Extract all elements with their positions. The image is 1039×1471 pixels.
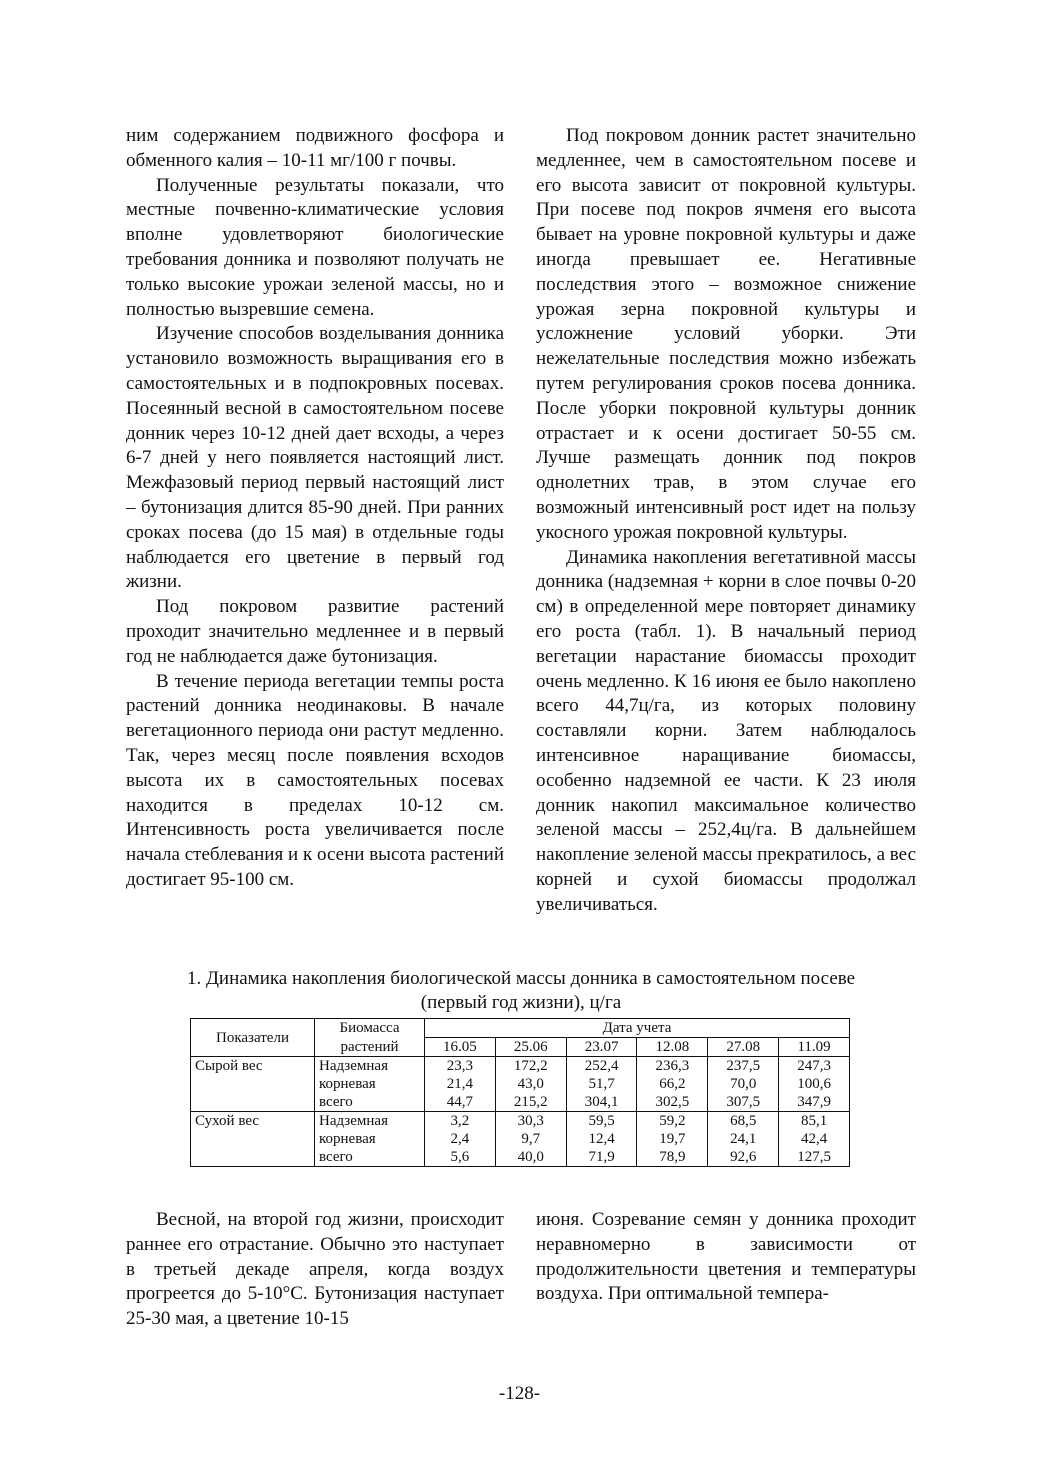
table-cell: 307,5	[708, 1093, 779, 1112]
table-cell: 247,3	[779, 1057, 850, 1076]
paragraph: В течение периода вегетации темпы роста растений донника неодинаковы. В начале вегетационного периода они растут медленно. Так, через месяц после появления всходов высота их в самостоятельных посевах находится в пределах 10-12 см. Интенсивность роста увеличивается после начала стеблевания и к осени высота растений достигает 95-100 см.	[126, 670, 504, 890]
table-cell: 237,5	[708, 1057, 779, 1076]
date-header: 11.09	[779, 1038, 850, 1057]
table-cell: 42,4	[779, 1130, 850, 1148]
paragraph: ним содержанием подвижного фосфора и обменного калия – 10-11 мг/100 г почвы.	[126, 125, 504, 171]
table-cell: 68,5	[708, 1112, 779, 1131]
paragraph: Динамика накопления вегетативной массы донника (надземная + корни в слое почвы 0-20 см) в определенной мере повторяет динамику его роста (табл. 1). В начальный период вегетации нарастание биомассы проходит очень медленно. К 16 июня ее было накоплено всего 44,7ц/га, из которых половину составляли корни. Затем наблюдалось интенсивное наращивание биомассы, особенно надземной ее части. К 23 июля донник накопил максимальное количество зеленой массы – 252,4ц/га. В дальнейшем накопление зеленой массы прекратилось, а вес корней и сухой биомассы продолжал увеличиваться.	[536, 546, 916, 915]
right-column-bottom	[536, 1208, 916, 1307]
table-cell: 304,1	[566, 1093, 637, 1112]
biomass-label: Надземная	[315, 1112, 425, 1131]
table-cell: 23,3	[425, 1057, 496, 1076]
paragraph: Изучение способов возделывания донника установило возможность выращивания его в самостоятельных и в подпокровных посевах. Посеянный весной в самостоятельном посеве донник через 10-12 дней дает всходы, а через 6-7 дней у него появляется настоящий лист. Межфазовый период первый настоящий лист – бутонизация длится 85-90 дней. При ранних сроках посева (до 15 мая) в отдельные годы наблюдается его цветение в первый год жизни.	[126, 323, 504, 593]
biomass-label: корневая	[315, 1075, 425, 1093]
table-cell: 71,9	[566, 1148, 637, 1167]
biomass-label: корневая	[315, 1130, 425, 1148]
date-header: 16.05	[425, 1038, 496, 1057]
biomass-table	[190, 1018, 850, 1167]
table-cell: 59,2	[637, 1112, 708, 1131]
right-column-top	[536, 124, 916, 918]
table-cell: 21,4	[425, 1075, 496, 1093]
table-cell: 59,5	[566, 1112, 637, 1131]
header-indicators: Показатели	[191, 1019, 315, 1057]
table-cell: 347,9	[779, 1093, 850, 1112]
group-label: Сырой вес	[191, 1057, 315, 1112]
date-header: 12.08	[637, 1038, 708, 1057]
header-date: Дата учета	[425, 1019, 850, 1038]
table-row	[191, 1112, 850, 1131]
biomass-label: Надземная	[315, 1057, 425, 1076]
table-cell: 12,4	[566, 1130, 637, 1148]
table-cell: 127,5	[779, 1148, 850, 1167]
paragraph: июня. Созревание семян у донника проходит неравномерно в зависимости от продолжительности цветения и температуры воздуха. При оптимальной темпера-	[536, 1209, 916, 1305]
paragraph: Весной, на второй год жизни, происходит раннее его отрастание. Обычно это наступает в третьей декаде апреля, когда воздух прогреется до 5-10°С. Бутонизация наступает 25-30 мая, а цветение 10-15	[126, 1209, 504, 1330]
table-caption-line: 1. Динамика накопления биологической массы донника в самостоятельном посеве	[186, 968, 856, 989]
table-caption	[126, 967, 916, 1015]
date-header: 27.08	[708, 1038, 779, 1057]
table-cell: 40,0	[495, 1148, 566, 1167]
table-cell: 252,4	[566, 1057, 637, 1076]
left-column-top	[126, 124, 504, 893]
table-cell: 172,2	[495, 1057, 566, 1076]
date-header: 25.06	[495, 1038, 566, 1057]
table-cell: 78,9	[637, 1148, 708, 1167]
table-cell: 302,5	[637, 1093, 708, 1112]
date-header: 23.07	[566, 1038, 637, 1057]
table-cell: 85,1	[779, 1112, 850, 1131]
header-biomass: растений	[315, 1038, 425, 1057]
page-number: -128-	[498, 1383, 541, 1404]
table-cell: 44,7	[425, 1093, 496, 1112]
table-caption-line: (первый год жизни), ц/га	[420, 992, 622, 1013]
table-cell: 100,6	[779, 1075, 850, 1093]
table-row	[191, 1057, 850, 1076]
table-cell: 3,2	[425, 1112, 496, 1131]
table-cell: 92,6	[708, 1148, 779, 1167]
biomass-label: всего	[315, 1093, 425, 1112]
table-cell: 70,0	[708, 1075, 779, 1093]
table-cell: 43,0	[495, 1075, 566, 1093]
left-column-bottom	[126, 1208, 504, 1332]
table-cell: 51,7	[566, 1075, 637, 1093]
table-cell: 30,3	[495, 1112, 566, 1131]
table-cell: 215,2	[495, 1093, 566, 1112]
table-cell: 19,7	[637, 1130, 708, 1148]
table-cell: 5,6	[425, 1148, 496, 1167]
table-cell: 24,1	[708, 1130, 779, 1148]
table-cell: 66,2	[637, 1075, 708, 1093]
paragraph: Под покровом донник растет значительно медленнее, чем в самостоятельном посеве и его высота зависит от покровной культуры. При посеве под покров ячменя его высота бывает на уровне покровной культуры и даже иногда превышает ее. Негативные последствия этого – возможное снижение урожая зерна покровной культуры и усложнение условий уборки. Эти нежелательные последствия можно избежать путем регулирования сроков посева донника. После уборки покровной культуры донник отрастает и к осени достигает 50-55 см. Лучше размещать донник под покров однолетних трав, в этом случае его возможный интенсивный рост идет на пользу укосного урожая покровной культуры.	[536, 125, 916, 543]
table-cell: 2,4	[425, 1130, 496, 1148]
biomass-label: всего	[315, 1148, 425, 1167]
header-biomass: Биомасса	[315, 1019, 425, 1038]
paragraph: Под покровом развитие растений проходит значительно медленнее и в первый год не наблюдается даже бутонизация.	[126, 596, 504, 667]
group-label: Сухой вес	[191, 1112, 315, 1167]
paragraph: Полученные результаты показали, что местные почвенно-климатические условия вполне удовлетворяют биологические требования донника и позволяют получать не только высокие урожаи зеленой массы, но и полностью вызревшие семена.	[126, 174, 504, 320]
table-cell: 9,7	[495, 1130, 566, 1148]
table-cell: 236,3	[637, 1057, 708, 1076]
